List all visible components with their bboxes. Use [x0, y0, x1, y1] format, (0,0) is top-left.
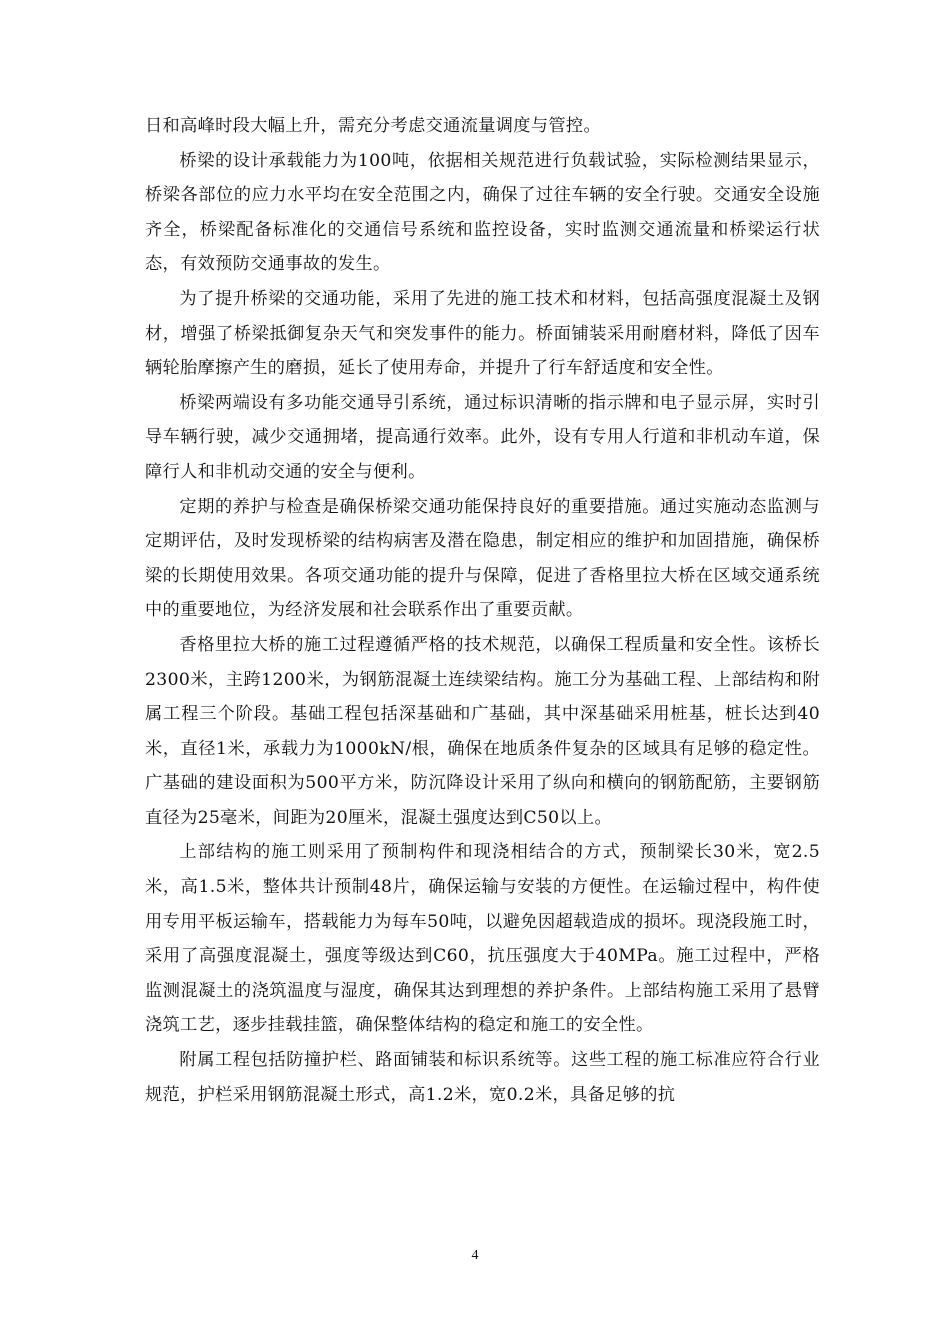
paragraph-8: 附属工程包括防撞护栏、路面铺装和标识系统等。这些工程的施工标准应符合行业规范，护栏采用钢筋混凝土形式，高1.2米，宽0.2米，具备足够的抗 — [145, 1050, 820, 1105]
paragraph-2: 桥梁的设计承载能力为100吨，依据相关规范进行负载试验，实际检测结果显示，桥梁各部位的应力水平均在安全范围之内，确保了过往车辆的安全行驶。交通安全设施齐全，桥梁配备标准化的交通信号系统和监控设备，实时监测交通流量和桥梁运行状态，有效预防交通事故的发生。 — [145, 150, 820, 275]
paragraph-7: 上部结构的施工则采用了预制构件和现浇相结合的方式，预制梁长30米，宽2.5米，高1.5米，整体共计预制48片，确保运输与安装的方便性。在运输过程中，构件使用专用平板运输车，搭载能力为每车50吨，以避免因超载造成的损坏。现浇段施工时，采用了高强度混凝土，强度等级达到C60，抗压强度大于40MPa。施工过程中，严格监测混凝土的浇筑温度与湿度，确保其达到理想的养护条件。上部结构施工采用了悬臂浇筑工艺，逐步挂载挂篮，确保整体结构的稳定和施工的安全性。 — [145, 842, 820, 1036]
paragraph-6: 香格里拉大桥的施工过程遵循严格的技术规范，以确保工程质量和安全性。该桥长2300米，主跨1200米，为钢筋混凝土连续梁结构。施工分为基础工程、上部结构和附属工程三个阶段。基础工程包括深基础和广基础，其中深基础采用桩基，桩长达到40米，直径1米，承载力为1000kN/根，确保在地质条件复杂的区域具有足够的稳定性。广基础的建设面积为500平方米，防沉降设计采用了纵向和横向的钢筋配筋，主要钢筋直径为25毫米，间距为20厘米，混凝土强度达到C50以上。 — [145, 634, 820, 828]
document-body — [145, 109, 820, 1112]
page-number: 4 — [471, 1248, 479, 1263]
paragraph-4: 桥梁两端设有多功能交通导引系统，通过标识清晰的指示牌和电子显示屏，实时引导车辆行驶，减少交通拥堵，提高通行效率。此外，设有专用人行道和非机动车道，保障行人和非机动交通的安全与便利。 — [145, 392, 820, 482]
paragraph-1: 日和高峰时段大幅上升，需充分考虑交通流量调度与管控。 — [145, 116, 601, 136]
paragraph-5: 定期的养护与检查是确保桥梁交通功能保持良好的重要措施。通过实施动态监测与定期评估，及时发现桥梁的结构病害及潜在隐患，制定相应的维护和加固措施，确保桥梁的长期使用效果。各项交通功能的提升与保障，促进了香格里拉大桥在区域交通系统中的重要地位，为经济发展和社会联系作出了重要贡献。 — [145, 496, 820, 621]
paragraph-3: 为了提升桥梁的交通功能，采用了先进的施工技术和材料，包括高强度混凝土及钢材，增强了桥梁抵御复杂天气和突发事件的能力。桥面铺装采用耐磨材料，降低了因车辆轮胎摩擦产生的磨损，延长了使用寿命，并提升了行车舒适度和安全性。 — [145, 288, 820, 379]
